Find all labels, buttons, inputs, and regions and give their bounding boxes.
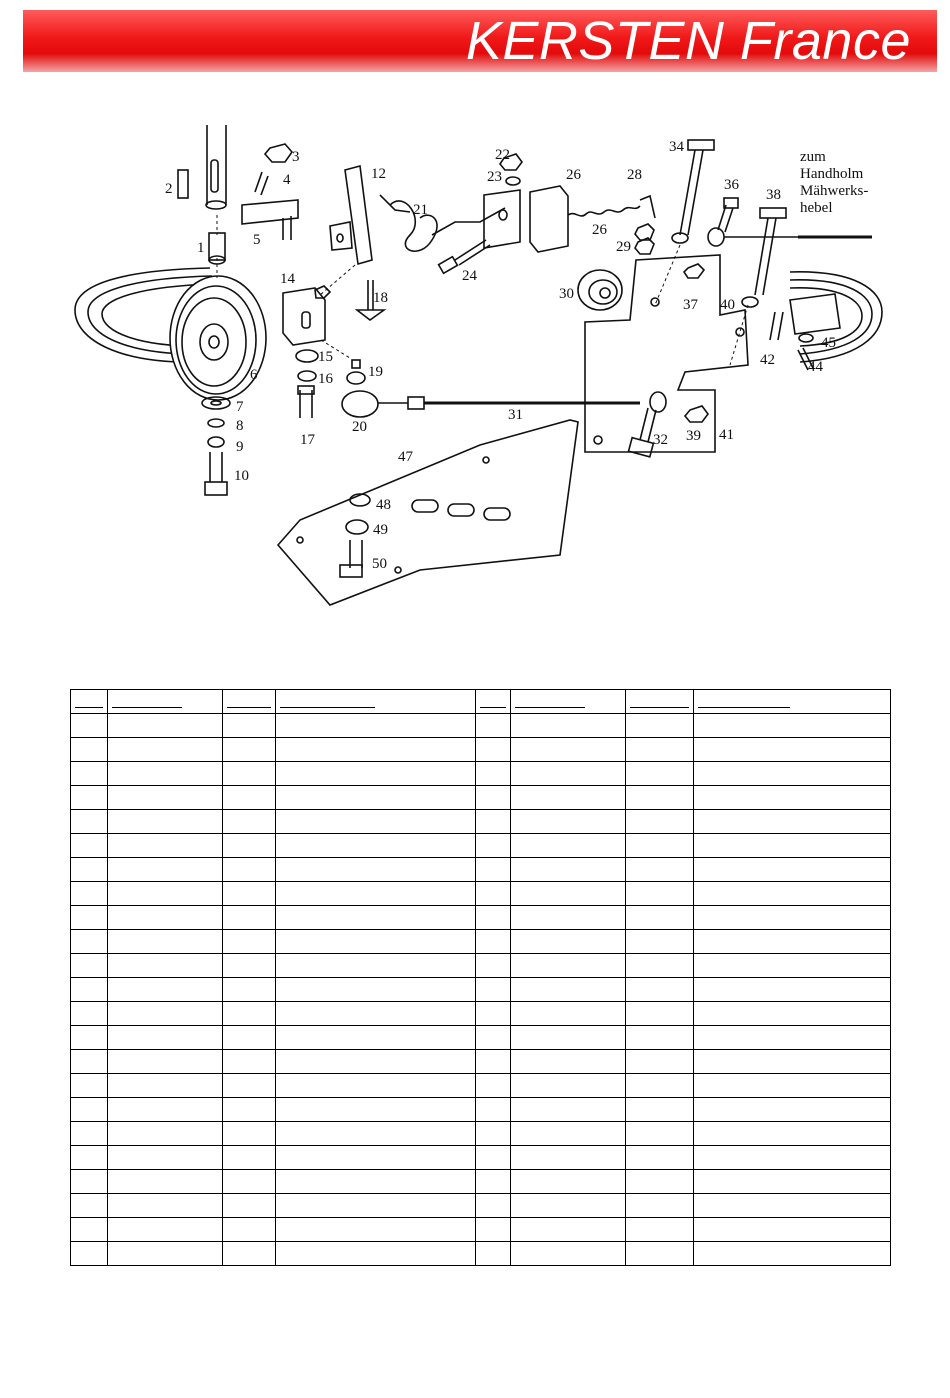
table-cell	[476, 906, 511, 930]
table-cell	[108, 1002, 223, 1026]
table-cell	[276, 906, 476, 930]
table-cell	[511, 714, 626, 738]
table-cell	[511, 1002, 626, 1026]
table-header-cell	[71, 690, 108, 714]
table-cell	[626, 1218, 694, 1242]
table-cell	[626, 954, 694, 978]
table-cell	[626, 714, 694, 738]
table-row	[71, 762, 891, 786]
svg-text:7: 7	[236, 399, 244, 415]
table-cell	[223, 978, 276, 1002]
table-cell	[626, 882, 694, 906]
table-cell	[108, 762, 223, 786]
table-cell	[476, 858, 511, 882]
table-cell	[223, 1074, 276, 1098]
table-header-cell	[108, 690, 223, 714]
table-row	[71, 1026, 891, 1050]
parts-list-table	[70, 689, 891, 1266]
svg-text:38: 38	[766, 187, 781, 203]
table-cell	[626, 1026, 694, 1050]
table-cell	[223, 714, 276, 738]
table-cell	[626, 1050, 694, 1074]
table-header-cell	[276, 690, 476, 714]
svg-text:44: 44	[808, 359, 823, 375]
table-cell	[223, 1098, 276, 1122]
table-cell	[476, 1098, 511, 1122]
table-cell	[71, 858, 108, 882]
svg-text:48: 48	[376, 497, 391, 513]
table-cell	[223, 738, 276, 762]
brand-title: KERSTEN France	[465, 11, 911, 71]
table-cell	[626, 1074, 694, 1098]
table-cell	[476, 1194, 511, 1218]
table-cell	[223, 1122, 276, 1146]
table-header-cell	[694, 690, 891, 714]
table-cell	[276, 1098, 476, 1122]
table-row	[71, 1002, 891, 1026]
table-cell	[276, 738, 476, 762]
table-cell	[71, 930, 108, 954]
table-cell	[694, 810, 891, 834]
table-cell	[71, 1074, 108, 1098]
svg-text:2: 2	[165, 181, 173, 197]
table-cell	[511, 1050, 626, 1074]
table-cell	[223, 930, 276, 954]
table-cell	[476, 1050, 511, 1074]
table-cell	[276, 1194, 476, 1218]
table-cell	[71, 1170, 108, 1194]
table-cell	[223, 1218, 276, 1242]
table-cell	[108, 1098, 223, 1122]
table-cell	[694, 930, 891, 954]
table-cell	[511, 1194, 626, 1218]
table-cell	[71, 1050, 108, 1074]
svg-text:36: 36	[724, 177, 739, 193]
table-cell	[511, 930, 626, 954]
table-cell	[108, 810, 223, 834]
table-cell	[223, 858, 276, 882]
table-cell	[476, 954, 511, 978]
svg-text:34: 34	[669, 139, 684, 155]
table-cell	[511, 738, 626, 762]
svg-text:10: 10	[234, 468, 249, 484]
table-row	[71, 786, 891, 810]
table-cell	[626, 1242, 694, 1266]
table-cell	[476, 978, 511, 1002]
table-cell	[626, 834, 694, 858]
svg-text:12: 12	[371, 166, 386, 182]
svg-text:22: 22	[495, 147, 510, 163]
table-cell	[108, 1122, 223, 1146]
table-row	[71, 1098, 891, 1122]
table-cell	[694, 882, 891, 906]
table-row	[71, 1146, 891, 1170]
table-row	[71, 882, 891, 906]
table-cell	[276, 1242, 476, 1266]
svg-text:50: 50	[372, 556, 387, 572]
table-cell	[694, 1074, 891, 1098]
svg-text:31: 31	[508, 407, 523, 423]
table-cell	[223, 1002, 276, 1026]
table-cell	[71, 906, 108, 930]
svg-text:16: 16	[318, 371, 333, 387]
table-cell	[223, 1050, 276, 1074]
table-cell	[476, 786, 511, 810]
table-cell	[694, 714, 891, 738]
table-cell	[694, 834, 891, 858]
svg-text:21: 21	[413, 202, 428, 218]
svg-text:18: 18	[373, 290, 388, 306]
table-row	[71, 978, 891, 1002]
table-cell	[626, 738, 694, 762]
table-cell	[276, 834, 476, 858]
table-cell	[71, 834, 108, 858]
table-cell	[626, 1146, 694, 1170]
header-underline	[480, 707, 506, 708]
table-cell	[511, 1026, 626, 1050]
table-cell	[276, 1170, 476, 1194]
svg-text:15: 15	[318, 349, 333, 365]
table-cell	[511, 1170, 626, 1194]
table-cell	[511, 1146, 626, 1170]
table-cell	[476, 1170, 511, 1194]
header-underline	[630, 707, 689, 708]
table-cell	[626, 858, 694, 882]
table-row	[71, 1050, 891, 1074]
table-cell	[511, 762, 626, 786]
table-cell	[276, 1074, 476, 1098]
table-cell	[108, 858, 223, 882]
table-cell	[626, 1002, 694, 1026]
table-cell	[476, 810, 511, 834]
svg-text:28: 28	[627, 167, 642, 183]
svg-text:24: 24	[462, 268, 477, 284]
table-row	[71, 930, 891, 954]
table-cell	[694, 954, 891, 978]
table-cell	[108, 1170, 223, 1194]
table-cell	[511, 834, 626, 858]
table-cell	[108, 882, 223, 906]
table-cell	[694, 762, 891, 786]
table-row	[71, 810, 891, 834]
table-cell	[626, 1194, 694, 1218]
table-cell	[71, 810, 108, 834]
table-cell	[476, 930, 511, 954]
table-cell	[108, 738, 223, 762]
control-lever-annotation: zum Handholm Mähwerks- hebel	[800, 149, 869, 216]
svg-text:37: 37	[683, 297, 698, 313]
table-cell	[71, 714, 108, 738]
table-cell	[694, 786, 891, 810]
table-header-row	[71, 690, 891, 714]
part-number-labels	[165, 139, 836, 572]
svg-text:3: 3	[292, 149, 300, 165]
table-cell	[511, 954, 626, 978]
table-cell	[476, 834, 511, 858]
table-cell	[694, 1194, 891, 1218]
table-cell	[71, 1218, 108, 1242]
table-cell	[626, 978, 694, 1002]
table-cell	[476, 738, 511, 762]
table-cell	[223, 1194, 276, 1218]
svg-text:17: 17	[300, 432, 315, 448]
table-cell	[71, 1122, 108, 1146]
table-cell	[108, 1194, 223, 1218]
table-header-cell	[626, 690, 694, 714]
svg-text:26: 26	[592, 222, 607, 238]
table-cell	[71, 882, 108, 906]
table-cell	[476, 882, 511, 906]
table-cell	[626, 1098, 694, 1122]
table-cell	[476, 1146, 511, 1170]
svg-text:5: 5	[253, 232, 261, 248]
table-cell	[511, 882, 626, 906]
table-row	[71, 954, 891, 978]
svg-text:42: 42	[760, 352, 775, 368]
table-cell	[476, 1074, 511, 1098]
table-cell	[476, 714, 511, 738]
table-cell	[71, 1242, 108, 1266]
table-cell	[476, 1218, 511, 1242]
table-cell	[223, 762, 276, 786]
table-cell	[276, 954, 476, 978]
table-cell	[223, 1026, 276, 1050]
svg-text:26: 26	[566, 167, 581, 183]
table-row	[71, 1194, 891, 1218]
table-cell	[108, 1242, 223, 1266]
table-cell	[626, 1122, 694, 1146]
table-cell	[276, 858, 476, 882]
table-row	[71, 1074, 891, 1098]
table-cell	[476, 1026, 511, 1050]
table-cell	[694, 1146, 891, 1170]
table-cell	[626, 1170, 694, 1194]
table-cell	[223, 954, 276, 978]
table-cell	[71, 1146, 108, 1170]
svg-text:40: 40	[720, 297, 735, 313]
table-cell	[108, 1050, 223, 1074]
table-row	[71, 834, 891, 858]
table-cell	[694, 1050, 891, 1074]
table-cell	[223, 1146, 276, 1170]
table-cell	[276, 930, 476, 954]
table-cell	[108, 954, 223, 978]
table-cell	[223, 906, 276, 930]
table-row	[71, 714, 891, 738]
table-cell	[71, 762, 108, 786]
table-cell	[476, 1122, 511, 1146]
svg-text:30: 30	[559, 286, 574, 302]
table-cell	[694, 1026, 891, 1050]
table-cell	[476, 1002, 511, 1026]
table-cell	[223, 1170, 276, 1194]
table-cell	[71, 954, 108, 978]
table-cell	[108, 978, 223, 1002]
table-cell	[108, 1026, 223, 1050]
exploded-parts-diagram	[0, 100, 950, 620]
table-row	[71, 858, 891, 882]
table-cell	[511, 978, 626, 1002]
table-cell	[108, 906, 223, 930]
table-cell	[108, 714, 223, 738]
svg-text:20: 20	[352, 419, 367, 435]
table-cell	[626, 762, 694, 786]
table-cell	[511, 1098, 626, 1122]
table-cell	[511, 858, 626, 882]
table-cell	[108, 1074, 223, 1098]
table-cell	[626, 810, 694, 834]
svg-text:1: 1	[197, 240, 205, 256]
table-cell	[694, 1242, 891, 1266]
table-cell	[626, 930, 694, 954]
svg-text:6: 6	[250, 367, 258, 383]
table-cell	[694, 738, 891, 762]
table-row	[71, 738, 891, 762]
table-cell	[694, 1170, 891, 1194]
table-cell	[276, 714, 476, 738]
svg-text:8: 8	[236, 418, 244, 434]
table-cell	[71, 786, 108, 810]
header-banner	[23, 10, 937, 72]
table-cell	[276, 978, 476, 1002]
table-cell	[223, 1242, 276, 1266]
table-cell	[511, 1122, 626, 1146]
table-cell	[108, 930, 223, 954]
table-cell	[223, 786, 276, 810]
svg-text:32: 32	[653, 432, 668, 448]
svg-text:49: 49	[373, 522, 388, 538]
header-underline	[698, 707, 790, 708]
table-cell	[108, 1218, 223, 1242]
svg-text:47: 47	[398, 449, 413, 465]
table-row	[71, 1242, 891, 1266]
table-cell	[694, 858, 891, 882]
header-underline	[75, 707, 103, 708]
header-underline	[280, 707, 375, 708]
table-cell	[476, 762, 511, 786]
table-cell	[511, 1218, 626, 1242]
table-cell	[511, 906, 626, 930]
table-cell	[476, 1242, 511, 1266]
svg-text:19: 19	[368, 364, 383, 380]
table-row	[71, 1170, 891, 1194]
table-cell	[71, 1194, 108, 1218]
table-cell	[108, 1146, 223, 1170]
table-cell	[511, 786, 626, 810]
table-cell	[511, 810, 626, 834]
svg-text:14: 14	[280, 271, 295, 287]
table-cell	[276, 1146, 476, 1170]
table-cell	[694, 1218, 891, 1242]
svg-text:45: 45	[821, 335, 836, 351]
table-header-cell	[476, 690, 511, 714]
table-cell	[626, 786, 694, 810]
table-cell	[223, 810, 276, 834]
table-row	[71, 906, 891, 930]
table-cell	[276, 810, 476, 834]
svg-text:29: 29	[616, 239, 631, 255]
table-row	[71, 1218, 891, 1242]
table-cell	[276, 786, 476, 810]
table-cell	[71, 1026, 108, 1050]
table-cell	[276, 1218, 476, 1242]
svg-text:23: 23	[487, 169, 502, 185]
table-row	[71, 1122, 891, 1146]
table-cell	[223, 882, 276, 906]
header-underline	[227, 707, 271, 708]
table-header-cell	[511, 690, 626, 714]
table-cell	[71, 978, 108, 1002]
svg-text:39: 39	[686, 428, 701, 444]
svg-text:4: 4	[283, 172, 291, 188]
table-cell	[276, 1002, 476, 1026]
table-cell	[511, 1242, 626, 1266]
svg-text:41: 41	[719, 427, 734, 443]
table-cell	[626, 906, 694, 930]
table-cell	[694, 1122, 891, 1146]
header-underline	[112, 707, 182, 708]
table-cell	[276, 1050, 476, 1074]
table-cell	[276, 882, 476, 906]
table-cell	[108, 834, 223, 858]
table-cell	[276, 1026, 476, 1050]
table-cell	[694, 1002, 891, 1026]
table-cell	[276, 762, 476, 786]
table-cell	[511, 1074, 626, 1098]
table-cell	[108, 786, 223, 810]
table-cell	[694, 906, 891, 930]
table-cell	[71, 738, 108, 762]
table-cell	[694, 1098, 891, 1122]
table-cell	[223, 834, 276, 858]
header-underline	[515, 707, 585, 708]
table-cell	[71, 1002, 108, 1026]
table-cell	[694, 978, 891, 1002]
table-cell	[276, 1122, 476, 1146]
table-cell	[71, 1098, 108, 1122]
table-header-cell	[223, 690, 276, 714]
svg-text:9: 9	[236, 439, 244, 455]
